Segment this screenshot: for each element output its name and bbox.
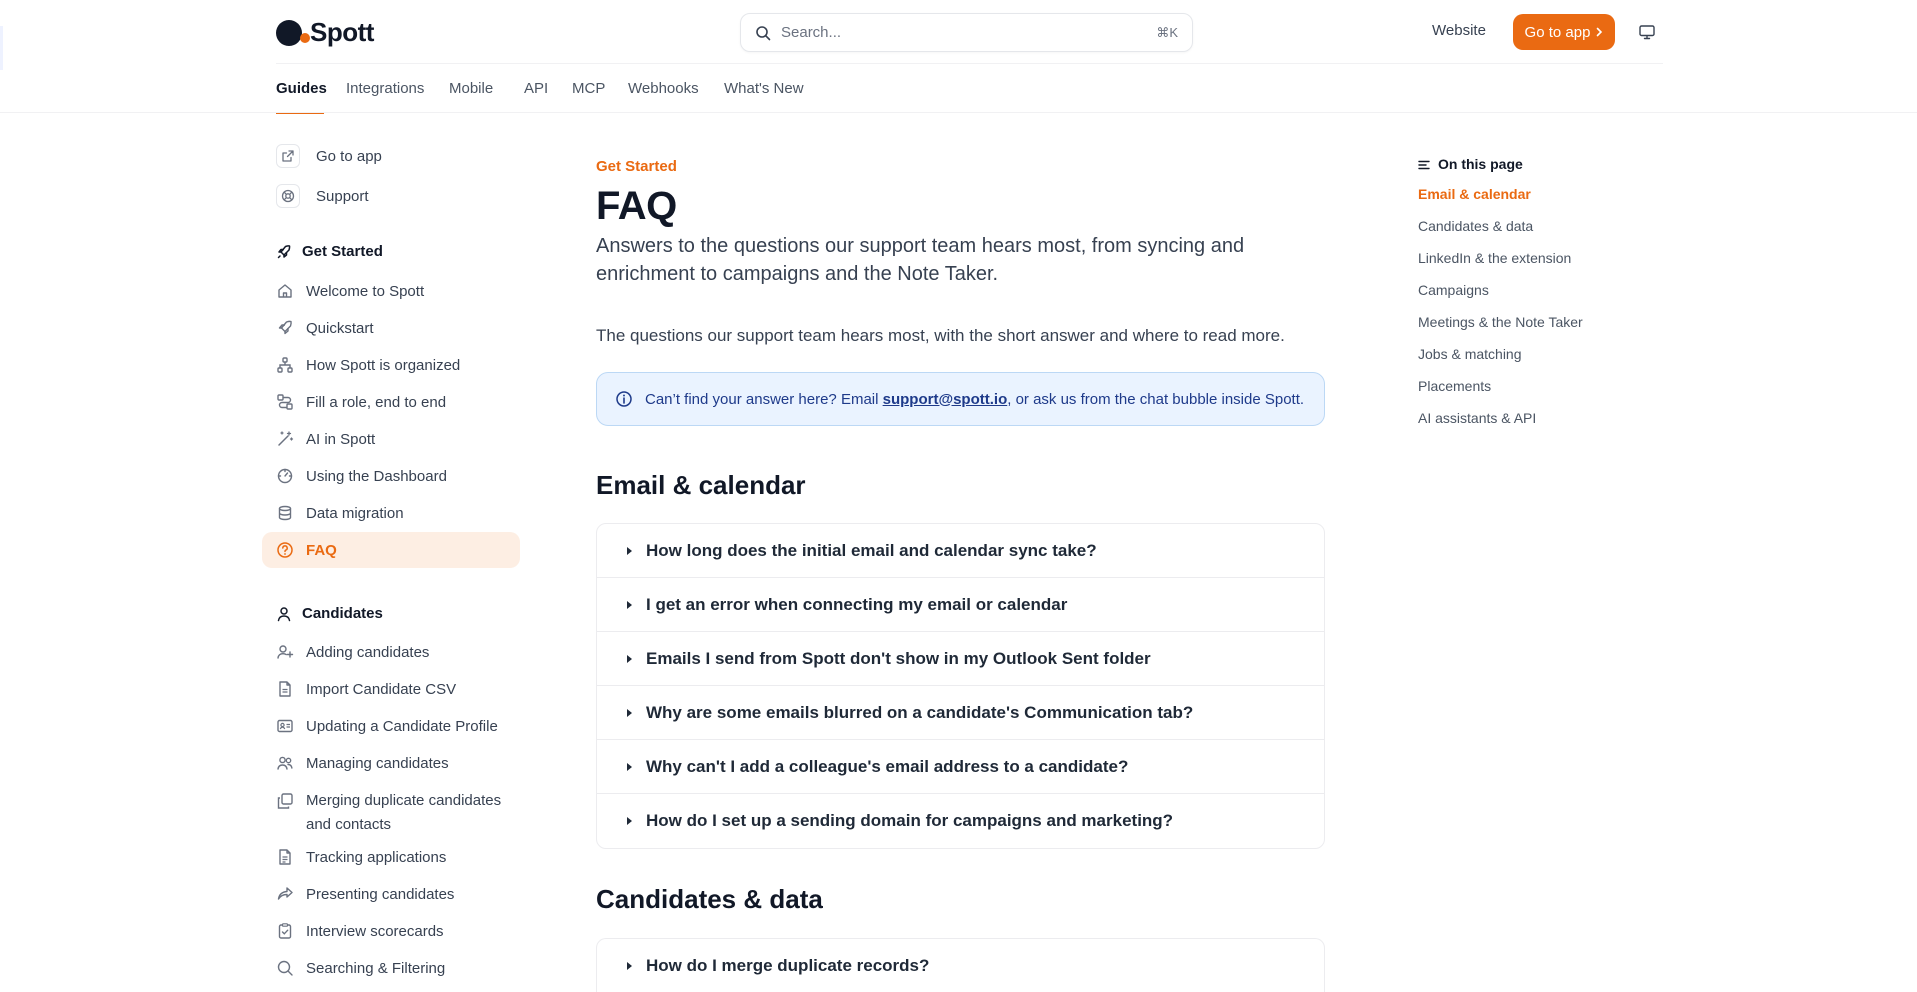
faq-question-text: How do I set up a sending domain for campaigns and marketing? — [646, 811, 1174, 830]
sidebar-group-get-started — [276, 243, 383, 260]
sidebar-item-label: Searching & Filtering — [306, 959, 446, 977]
rocket-icon — [276, 319, 294, 337]
faq-question-text: Why are some emails blurred on a candidate's Communication tab? — [646, 702, 1194, 722]
faq-question-text: How long does the initial email and calendar sync take? — [646, 540, 1097, 560]
file-csv-icon — [276, 680, 294, 698]
left-edge-indicator — [0, 26, 3, 70]
sidebar-item-label: Quickstart — [306, 319, 374, 337]
faq-accordion-candidates-data — [596, 938, 1325, 992]
sitemap-icon — [276, 356, 294, 374]
header-divider — [0, 112, 1917, 113]
caret-right-icon — [627, 817, 632, 825]
search-input[interactable] — [740, 13, 1193, 52]
clipboard-check-icon — [276, 922, 294, 940]
toc-item-ai-assistants-api[interactable]: AI assistants & API — [1418, 410, 1537, 426]
section-tabs — [276, 64, 1663, 114]
caret-right-icon — [627, 655, 632, 663]
faq-question[interactable] — [597, 740, 1324, 794]
page-eyebrow: Get Started — [596, 158, 677, 175]
database-icon — [276, 504, 294, 522]
external-link-icon — [276, 144, 300, 168]
sidebar-item-label: AI in Spott — [306, 430, 376, 448]
toc-heading — [1418, 156, 1523, 172]
sidebar-item-scorecards[interactable] — [262, 913, 520, 949]
faq-question-text: Why can't I add a colleague's email address to a candidate? — [646, 756, 1129, 776]
sidebar-item-adding-candidates[interactable] — [262, 634, 520, 670]
go-to-app-label: Go to app — [1524, 23, 1591, 41]
toc-item-jobs-matching[interactable]: Jobs & matching — [1418, 346, 1522, 362]
search-icon — [755, 25, 771, 41]
sidebar-support[interactable] — [262, 178, 520, 214]
sidebar-item-label: Managing candidates — [306, 754, 449, 772]
caret-right-icon — [627, 709, 632, 717]
gauge-icon — [276, 467, 294, 485]
faq-question[interactable] — [597, 939, 1324, 992]
sidebar-item-update-profile[interactable] — [262, 708, 520, 744]
chevron-right-icon — [1596, 27, 1603, 37]
rocket-icon — [276, 244, 292, 260]
faq-question[interactable] — [597, 686, 1324, 740]
sidebar-item-data-migration[interactable] — [262, 495, 520, 531]
sidebar-item-label: Interview scorecards — [306, 922, 444, 940]
sidebar-item-label: FAQ — [306, 541, 337, 559]
top-header — [276, 0, 1663, 64]
toc-item-placements[interactable]: Placements — [1418, 378, 1492, 394]
search-placeholder: Search... — [781, 24, 842, 41]
section-heading-email-calendar: Email & calendar — [596, 470, 806, 500]
sidebar-item-label: Adding candidates — [306, 643, 430, 661]
tab-webhooks[interactable]: Webhooks — [628, 80, 699, 97]
list-icon — [1418, 158, 1430, 170]
sidebar-item-presenting[interactable] — [262, 876, 520, 912]
faq-accordion-email-calendar — [596, 523, 1325, 849]
page-subtitle: Answers to the questions our support team hears most, from syncing and enrichment to campaigns and the Note Taker. — [596, 235, 1245, 285]
tab-api[interactable]: API — [524, 80, 549, 97]
toc-item-email-calendar[interactable]: Email & calendar — [1418, 186, 1531, 202]
users-icon — [276, 754, 294, 772]
sidebar-item-label: How Spott is organized — [306, 356, 461, 374]
faq-question[interactable] — [597, 578, 1324, 632]
tab-mobile[interactable]: Mobile — [449, 80, 494, 97]
sidebar-item-label: Using the Dashboard — [306, 467, 447, 485]
sidebar-go-to-app[interactable] — [262, 138, 520, 174]
tab-guides[interactable]: Guides — [276, 80, 327, 97]
sidebar-item-merging[interactable] — [262, 782, 520, 838]
question-circle-icon — [276, 541, 294, 559]
sidebar-group-title: Get Started — [302, 243, 383, 260]
search-icon — [276, 959, 294, 977]
file-icon — [276, 848, 294, 866]
sidebar-item-tracking-applications[interactable] — [262, 839, 520, 875]
sidebar-item-label: Merging duplicate candidates and contacts — [306, 792, 502, 833]
callout-text-before: Can’t find your answer here? Email — [645, 390, 883, 408]
sidebar-item-searching[interactable] — [262, 950, 520, 986]
sidebar-item-label: Welcome to Spott — [306, 282, 425, 300]
info-circle-icon — [615, 390, 633, 408]
sidebar-item-label: Updating a Candidate Profile — [306, 717, 498, 735]
caret-right-icon — [627, 962, 632, 970]
sidebar-item-label: Import Candidate CSV — [306, 680, 457, 698]
faq-question[interactable] — [597, 794, 1324, 848]
tab-integrations[interactable]: Integrations — [346, 80, 425, 97]
logo-mark-icon — [276, 18, 312, 46]
sidebar-item-label: Go to app — [316, 147, 382, 165]
faq-question-text: How do I merge duplicate records? — [646, 956, 930, 975]
caret-right-icon — [627, 601, 632, 609]
tab-whats-new[interactable]: What's New — [724, 80, 804, 97]
faq-question[interactable] — [597, 524, 1324, 578]
sidebar-item-label: Fill a role, end to end — [306, 393, 447, 411]
home-icon — [276, 282, 294, 300]
page-title: FAQ — [596, 184, 677, 228]
lifebuoy-icon — [276, 184, 300, 208]
website-link[interactable]: Website — [1432, 22, 1486, 39]
sidebar-item-quickstart[interactable] — [262, 310, 520, 346]
caret-right-icon — [627, 547, 632, 555]
toc-item-candidates-data[interactable]: Candidates & data — [1418, 218, 1534, 234]
caret-right-icon — [627, 763, 632, 771]
faq-question-text: I get an error when connecting my email or calendar — [646, 594, 1068, 614]
sidebar-item-label: Data migration — [306, 504, 404, 522]
toc-item-campaigns[interactable]: Campaigns — [1418, 282, 1489, 298]
sidebar-item-fill-role[interactable] — [262, 384, 520, 420]
magic-wand-icon — [276, 430, 294, 448]
info-callout — [596, 372, 1325, 426]
sidebar-item-how-organized[interactable] — [262, 347, 520, 383]
sidebar-group-title: Candidates — [302, 605, 383, 622]
sidebar-item-faq[interactable] — [262, 532, 520, 568]
go-to-app-button[interactable] — [1513, 14, 1615, 50]
faq-question[interactable] — [597, 632, 1324, 686]
search-shortcut: ⌘K — [1156, 24, 1178, 40]
callout-text-after: , or ask us from the chat bubble inside Spott. — [1007, 390, 1305, 408]
route-icon — [276, 393, 294, 411]
theme-toggle-monitor-icon[interactable] — [1638, 23, 1656, 41]
toc-item-linkedin-extension[interactable]: LinkedIn & the extension — [1418, 250, 1572, 266]
toc-title: On this page — [1438, 156, 1523, 172]
copy-icon — [276, 792, 294, 810]
sidebar-group-candidates — [276, 605, 383, 622]
support-email-link[interactable]: support@spott.io — [882, 390, 1008, 408]
section-heading-candidates-data: Candidates & data — [596, 884, 823, 914]
faq-question-text: Emails I send from Spott don't show in my Outlook Sent folder — [646, 648, 1151, 668]
tab-mcp[interactable]: MCP — [572, 80, 606, 97]
sidebar-item-dashboard[interactable] — [262, 458, 520, 494]
sidebar-item-welcome[interactable] — [262, 273, 520, 309]
sidebar-item-import-csv[interactable] — [262, 671, 520, 707]
user-plus-icon — [276, 643, 294, 661]
brand-name: Spott — [310, 16, 374, 47]
page-intro: The questions our support team hears most, with the short answer and where to read more. — [596, 326, 1285, 345]
spott-logo[interactable] — [276, 16, 374, 48]
callout-text — [645, 391, 1304, 408]
user-icon — [276, 606, 292, 622]
sidebar-item-managing-candidates[interactable] — [262, 745, 520, 781]
sidebar-item-ai[interactable] — [262, 421, 520, 457]
id-card-icon — [276, 717, 294, 735]
sidebar-item-label: Tracking applications — [306, 848, 447, 866]
sidebar-item-label: Support — [316, 187, 369, 205]
share-icon — [276, 885, 294, 903]
toc-item-meetings-note-taker[interactable]: Meetings & the Note Taker — [1418, 314, 1583, 330]
sidebar-item-label: Presenting candidates — [306, 885, 455, 903]
